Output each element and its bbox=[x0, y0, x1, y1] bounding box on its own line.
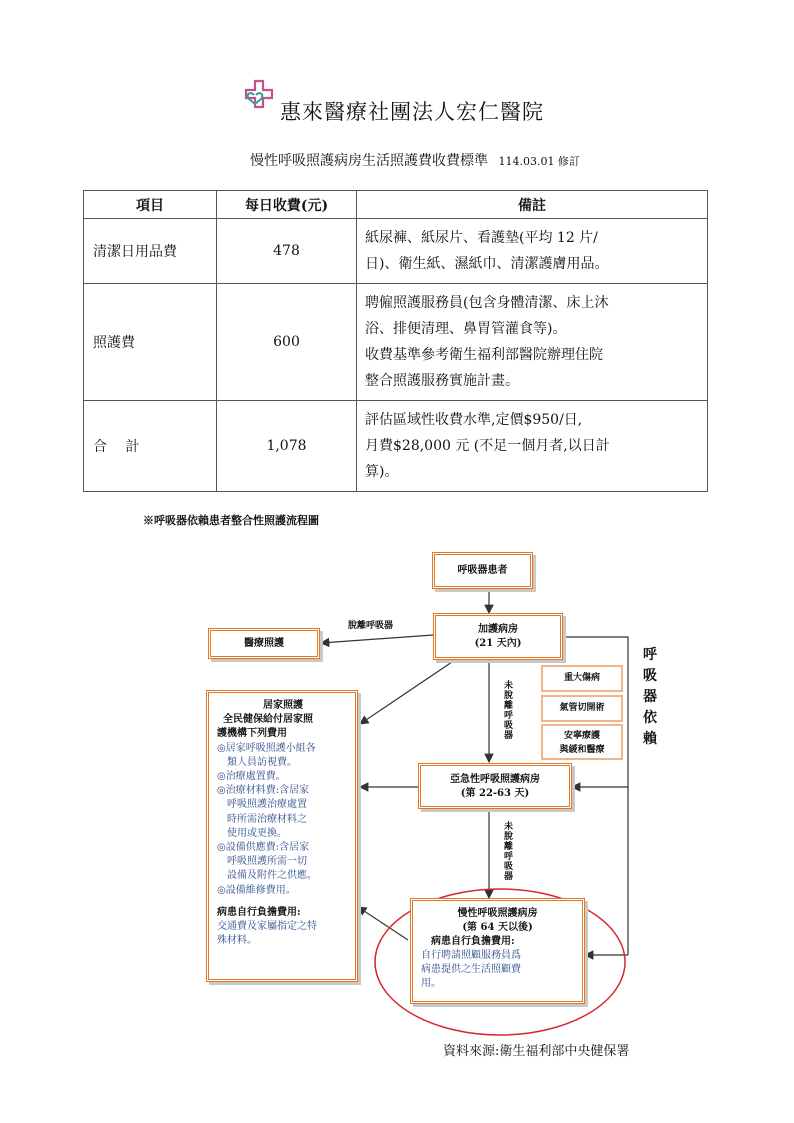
home-self-pay-line: 交通費及家屬指定之特 bbox=[217, 921, 317, 933]
home-care-item: ◎居家呼吸照護小組各 bbox=[217, 742, 316, 754]
home-care-item: ◎治療處置費。 bbox=[217, 771, 286, 783]
arrow-icu-home bbox=[360, 662, 452, 724]
subacute-label: 亞急性呼吸照護病房 bbox=[450, 774, 540, 785]
hospice-label: 安寧療護 bbox=[563, 731, 600, 741]
home-care-box bbox=[206, 690, 358, 982]
document-title-text: 慢性呼吸照護病房生活照護費收費標準 bbox=[250, 153, 488, 169]
home-care-item: 時所需治療材料之 bbox=[217, 813, 307, 825]
row-item: 合 計 bbox=[84, 401, 217, 492]
chronic-box bbox=[410, 898, 585, 1004]
row-fee: 600 bbox=[217, 284, 357, 401]
medical-care-box bbox=[208, 628, 320, 659]
note-line: 評估區域性收費水準,定價$950/日, bbox=[365, 412, 583, 428]
note-line: 算)。 bbox=[365, 464, 399, 480]
home-care-item: ◎設備維修費用。 bbox=[217, 884, 296, 896]
chronic-desc-line: 用。 bbox=[421, 978, 441, 989]
note-line: 整合照護服務實施計畫。 bbox=[365, 373, 519, 389]
header-fee: 每日收費(元) bbox=[217, 191, 357, 219]
chronic-desc-line: 自行聘請照顧服務員爲 bbox=[421, 950, 521, 961]
arrow-icu-medical bbox=[321, 635, 433, 643]
icu-days: (21 天內) bbox=[474, 638, 522, 649]
note-line: 月費$28,000 元 (不足一個月者,以日計 bbox=[365, 438, 610, 454]
row-item: 清潔日用品費 bbox=[84, 219, 217, 284]
home-care-item: 使用或更換。 bbox=[217, 827, 287, 839]
icu-box bbox=[433, 613, 563, 660]
not-weaned-label-2: 未脫離呼吸器 bbox=[503, 822, 513, 882]
home-self-pay-line: 殊材料。 bbox=[217, 935, 257, 947]
icu-label: 加護病房 bbox=[478, 624, 518, 635]
flowchart-title: ※呼吸器依賴患者整合性照護流程圖 bbox=[143, 514, 319, 527]
header-note: 備註 bbox=[357, 191, 708, 219]
home-care-item: ◎治療材料費:含居家 bbox=[217, 785, 310, 797]
home-care-title: 居家照護 bbox=[263, 700, 303, 711]
tracheostomy-label: 氣管切開術 bbox=[559, 703, 605, 713]
home-care-item: ◎設備供應費:含居家 bbox=[217, 842, 310, 854]
home-self-pay-title: 病患自行負擔費用: bbox=[217, 906, 301, 918]
patient-box bbox=[432, 552, 533, 589]
subacute-box bbox=[418, 763, 572, 809]
note-line: 浴、排便清理、鼻胃管灌食等)。 bbox=[365, 321, 567, 337]
data-source: 資料來源:衛生福利部中央健保署 bbox=[443, 1044, 630, 1059]
note-line: 紙尿褲、紙尿片、看護墊(平均 12 片/ bbox=[365, 230, 598, 246]
home-care-item: 呼吸照護所需一切 bbox=[217, 856, 307, 868]
row-fee: 478 bbox=[217, 219, 357, 284]
wean-label: 脫離呼吸器 bbox=[348, 621, 394, 631]
patient-label: 呼吸器患者 bbox=[457, 565, 508, 576]
header-item: 項目 bbox=[84, 191, 217, 219]
revision-date: 114.03.01 修訂 bbox=[498, 155, 580, 168]
chronic-days: (第 64 天以後) bbox=[462, 922, 533, 933]
row-item: 照護費 bbox=[84, 284, 217, 401]
major-illness-label: 重大傷病 bbox=[563, 673, 600, 683]
note-line: 聘僱照護服務員(包含身體清潔、床上沐 bbox=[365, 295, 609, 311]
home-care-item: 設備及附件之供應。 bbox=[217, 870, 317, 882]
ventilator-dependent-label: 呼吸器依賴 bbox=[643, 647, 657, 747]
chronic-label: 慢性呼吸照護病房 bbox=[457, 908, 538, 919]
palliative-label: 與緩和醫療 bbox=[559, 745, 605, 755]
home-care-subtitle-2: 護機構下列費用 bbox=[217, 728, 287, 740]
row-fee: 1,078 bbox=[217, 401, 357, 492]
not-weaned-label: 未脫離呼吸器 bbox=[503, 681, 513, 741]
home-care-item: 呼吸照護治療處置 bbox=[217, 799, 307, 811]
note-line: 日)、衛生紙、濕紙巾、清潔護膚用品。 bbox=[365, 256, 609, 272]
hospice-box bbox=[541, 724, 623, 760]
subacute-days: (第 22-63 天) bbox=[460, 788, 530, 799]
note-line: 收費基準參考衛生福利部醫院辦理住院 bbox=[365, 347, 603, 363]
home-care-item: 類人員訪視費。 bbox=[217, 756, 297, 768]
tracheostomy-box bbox=[541, 695, 623, 722]
home-care-subtitle-1: 全民健保給付居家照 bbox=[223, 714, 313, 726]
chronic-self-pay-title: 病患自行負擔費用: bbox=[431, 936, 515, 947]
chronic-desc-line: 病患提供之生活照顧費 bbox=[421, 964, 521, 975]
medical-care-label: 醫療照護 bbox=[244, 638, 284, 649]
major-illness-box bbox=[541, 665, 623, 692]
hospital-name: 惠來醫療社團法人宏仁醫院 bbox=[280, 100, 544, 124]
